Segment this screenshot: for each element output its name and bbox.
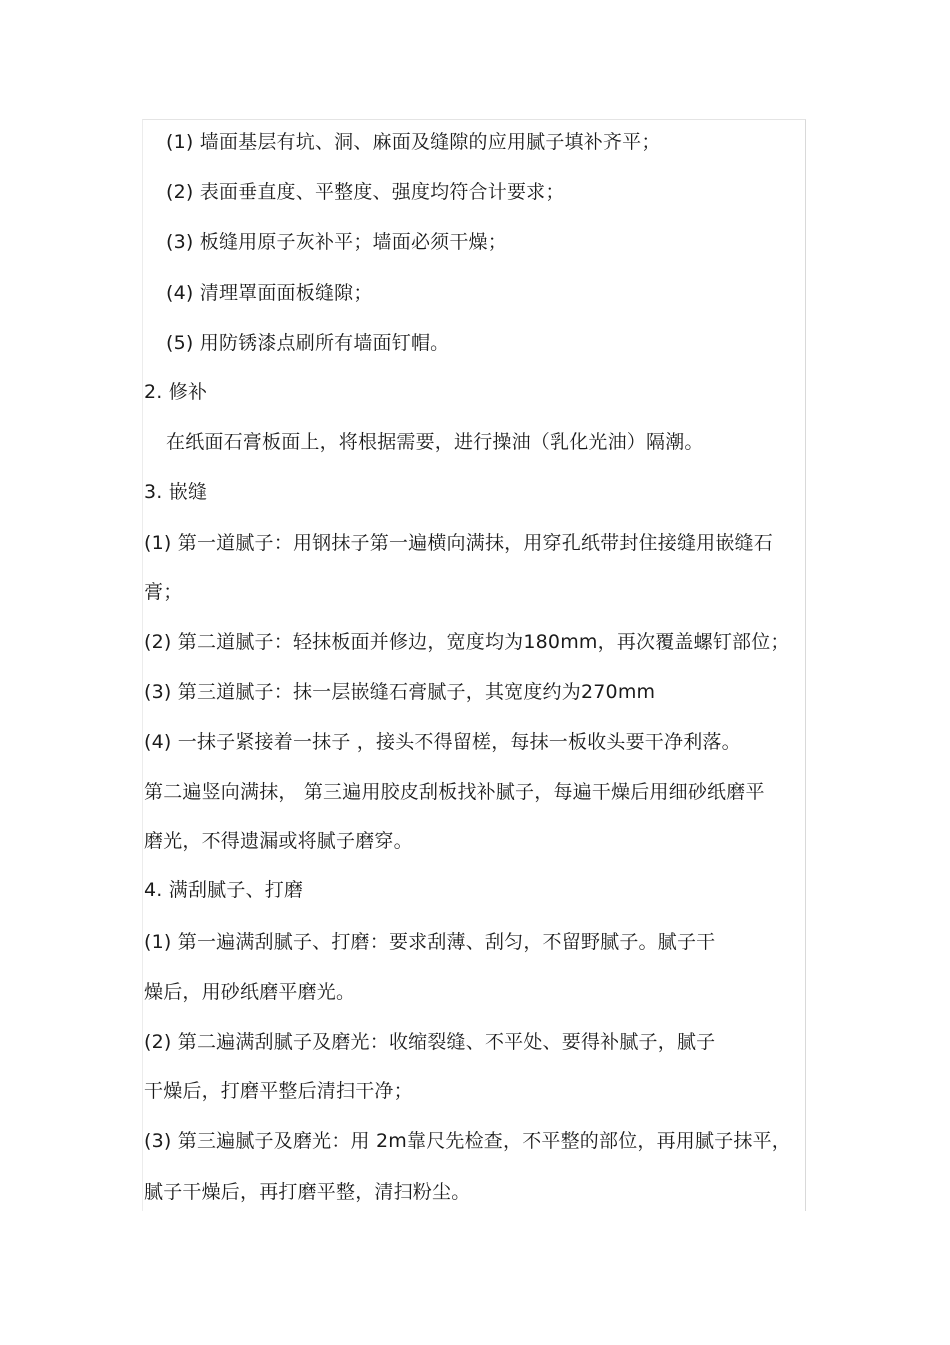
item-3-board-seams: (3) 板缝用原子灰补平；墙面必须干燥；: [166, 231, 507, 253]
section-4-item-2-cont: 干燥后，打磨平整后清扫干净；: [144, 1080, 413, 1102]
section-4-heading: 4. 满刮腻子、打磨: [144, 879, 304, 901]
section-3-heading: 3. 嵌缝: [144, 481, 208, 503]
section-2-heading: 2. 修补: [144, 381, 208, 403]
item-1-base-repair: (1) 墙面基层有坑、洞、麻面及缝隙的应用腻子填补齐平；: [166, 131, 661, 153]
section-4-item-1-cont: 燥后，用砂纸磨平磨光。: [144, 981, 356, 1003]
item-4-clean-gaps: (4) 清理罩面面板缝隙；: [166, 282, 373, 304]
section-3-item-4: (4) 一抹子紧接着一抹子 ，接头不得留槎，每抹一板收头要干净利落。: [144, 731, 741, 753]
section-4-item-3-cont: 腻子干燥后，再打磨平整，清扫粉尘。: [144, 1181, 471, 1203]
section-4-item-2: (2) 第二遍满刮腻子及磨光：收缩裂缝、不平处、要得补腻子，腻子: [144, 1031, 716, 1053]
section-3-paragraph: 第二遍竖向满抹， 第三遍用胶皮刮板找补腻子，每遍干燥后用细砂纸磨平: [144, 781, 765, 803]
section-4-item-1: (1) 第一遍满刮腻子、打磨：要求刮薄、刮匀，不留野腻子。腻子干: [144, 931, 716, 953]
section-3-paragraph-cont: 磨光，不得遗漏或将腻子磨穿。: [144, 830, 413, 852]
section-3-item-3: (3) 第三道腻子：抹一层嵌缝石膏腻子，其宽度约为270mm: [144, 681, 656, 703]
item-5-rustproof: (5) 用防锈漆点刷所有墙面钉帽。: [166, 332, 450, 354]
section-2-text: 在纸面石膏板面上，将根据需要，进行操油（乳化光油）隔潮。: [166, 431, 704, 453]
section-4-item-3: (3) 第三遍腻子及磨光：用 2m靠尺先检查，不平整的部位，再用腻子抹平，: [144, 1130, 791, 1152]
item-2-flatness: (2) 表面垂直度、平整度、强度均符合计要求；: [166, 181, 565, 203]
section-3-item-1-cont: 膏；: [144, 581, 183, 603]
section-3-item-2: (2) 第二道腻子：轻抹板面并修边，宽度均为180mm，再次覆盖螺钉部位；: [144, 631, 790, 653]
section-3-item-1: (1) 第一道腻子：用钢抹子第一遍横向满抹，用穿孔纸带封住接缝用嵌缝石: [144, 532, 773, 554]
